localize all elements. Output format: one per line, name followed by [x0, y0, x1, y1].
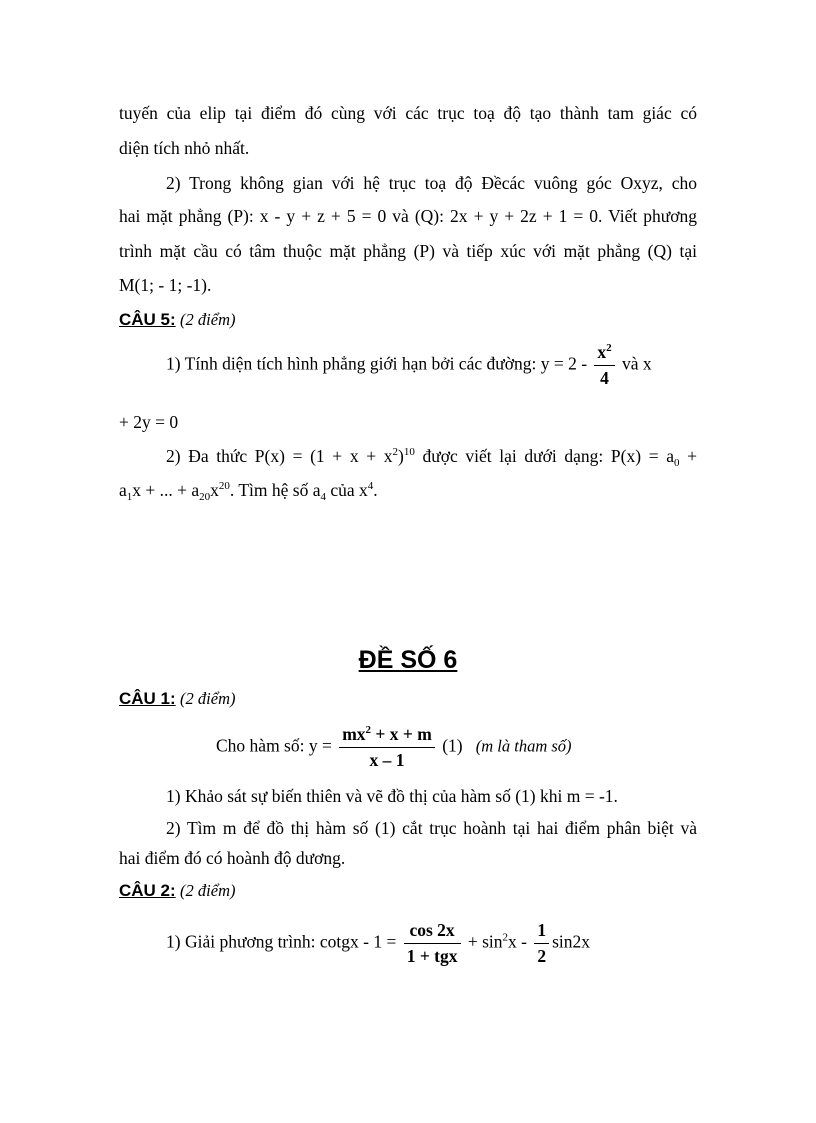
prev-q2-line-2: hai mặt phẳng (P): x - y + z + 5 = 0 và (Q): 2x + y + 2z + 1 = 0. Viết phương [119, 206, 697, 226]
cau5-q1-fraction: $\frac{x^2}{4}$ [594, 344, 614, 387]
function-prefix: Cho hàm số: y = [216, 735, 332, 756]
cau5-heading-line [119, 308, 236, 331]
de6-cau1-q2-line-1: 2) Tìm m để đồ thị hàm số (1) cắt trục hoành tại hai điểm phân biệt và [166, 818, 697, 838]
de6-cau2-heading-line [119, 879, 236, 902]
de6-cau2-q1-line: 1) Giải phương trình: cotgx - 1 = $\frac{\cos 2x}{\text{1 + tgx}}$ + $\sin^2x$ - $\frac{1}{2}$ sin2x [166, 920, 591, 966]
cau5-heading: CÂU 5: [119, 310, 176, 329]
prev-q2-line-4: M(1; - 1; -1). [119, 275, 212, 295]
prev-text-line-2: diện tích nhỏ nhất. [119, 138, 250, 158]
de6-cau1-heading: CÂU 1: [119, 689, 176, 708]
cau5-q1-prefix: 1) Tính diện tích hình phẳng giới hạn bởi các đường: y = 2 - [166, 353, 588, 374]
prev-q2-line-3: trình mặt cầu có tâm thuộc mặt phẳng (P) và tiếp xúc với mặt phẳng (Q) tại [119, 241, 697, 261]
cau5-points: (2 điểm) [180, 310, 236, 329]
de6-cau1-q2-line-2: hai điểm đó có hoành độ dương. [119, 848, 346, 868]
de6-cau1-q1: 1) Khảo sát sự biến thiên và vẽ đồ thị của hàm số (1) khi m = -1. [166, 786, 618, 806]
cau5-q1-line [166, 344, 697, 387]
de6-cau2-heading: CÂU 2: [119, 881, 176, 900]
cau5-q2-line-1: 2) Đa thức $P(x) = (1 + x + x^2)^{10}$ được viết lại dưới dạng: $P(x) = a_0$ + [166, 446, 698, 469]
cos-fraction: $\frac{\cos 2x}{\text{1 + tgx}}$ [404, 922, 461, 965]
de6-cau1-function-line [216, 726, 572, 769]
de6-cau1-heading-line [119, 687, 236, 710]
de6-cau2-points: (2 điểm) [180, 881, 236, 900]
function-fraction: $\frac{mx^2 + x + m}{x - 1}$ [339, 726, 435, 769]
exam-title: ĐỀ SỐ 6 [358, 646, 458, 674]
prev-q2-line-1: 2) Trong không gian với hệ trục toạ độ Đềcác vuông góc Oxyz, cho [166, 173, 697, 193]
cau5-q2-line-2: $a_1x$ + ... + $a_{20}x^{20}$. Tìm hệ số $a_4$ của $x^4$. [119, 480, 378, 503]
equation-prefix: 1) Giải phương trình: cotgx - 1 = [166, 931, 397, 952]
half-fraction: $\frac{1}{2}$ [534, 922, 549, 965]
function-note: (m là tham số) [475, 736, 572, 756]
function-label: (1) [442, 735, 463, 756]
de6-cau1-points: (2 điểm) [180, 689, 236, 708]
cau5-q1-suffix: và x [622, 353, 652, 374]
prev-text-line-1: tuyến của elip tại điểm đó cùng với các trục toạ độ tạo thành tam giác có [119, 103, 697, 123]
cau5-q1-continued: + 2y = 0 [119, 412, 179, 432]
